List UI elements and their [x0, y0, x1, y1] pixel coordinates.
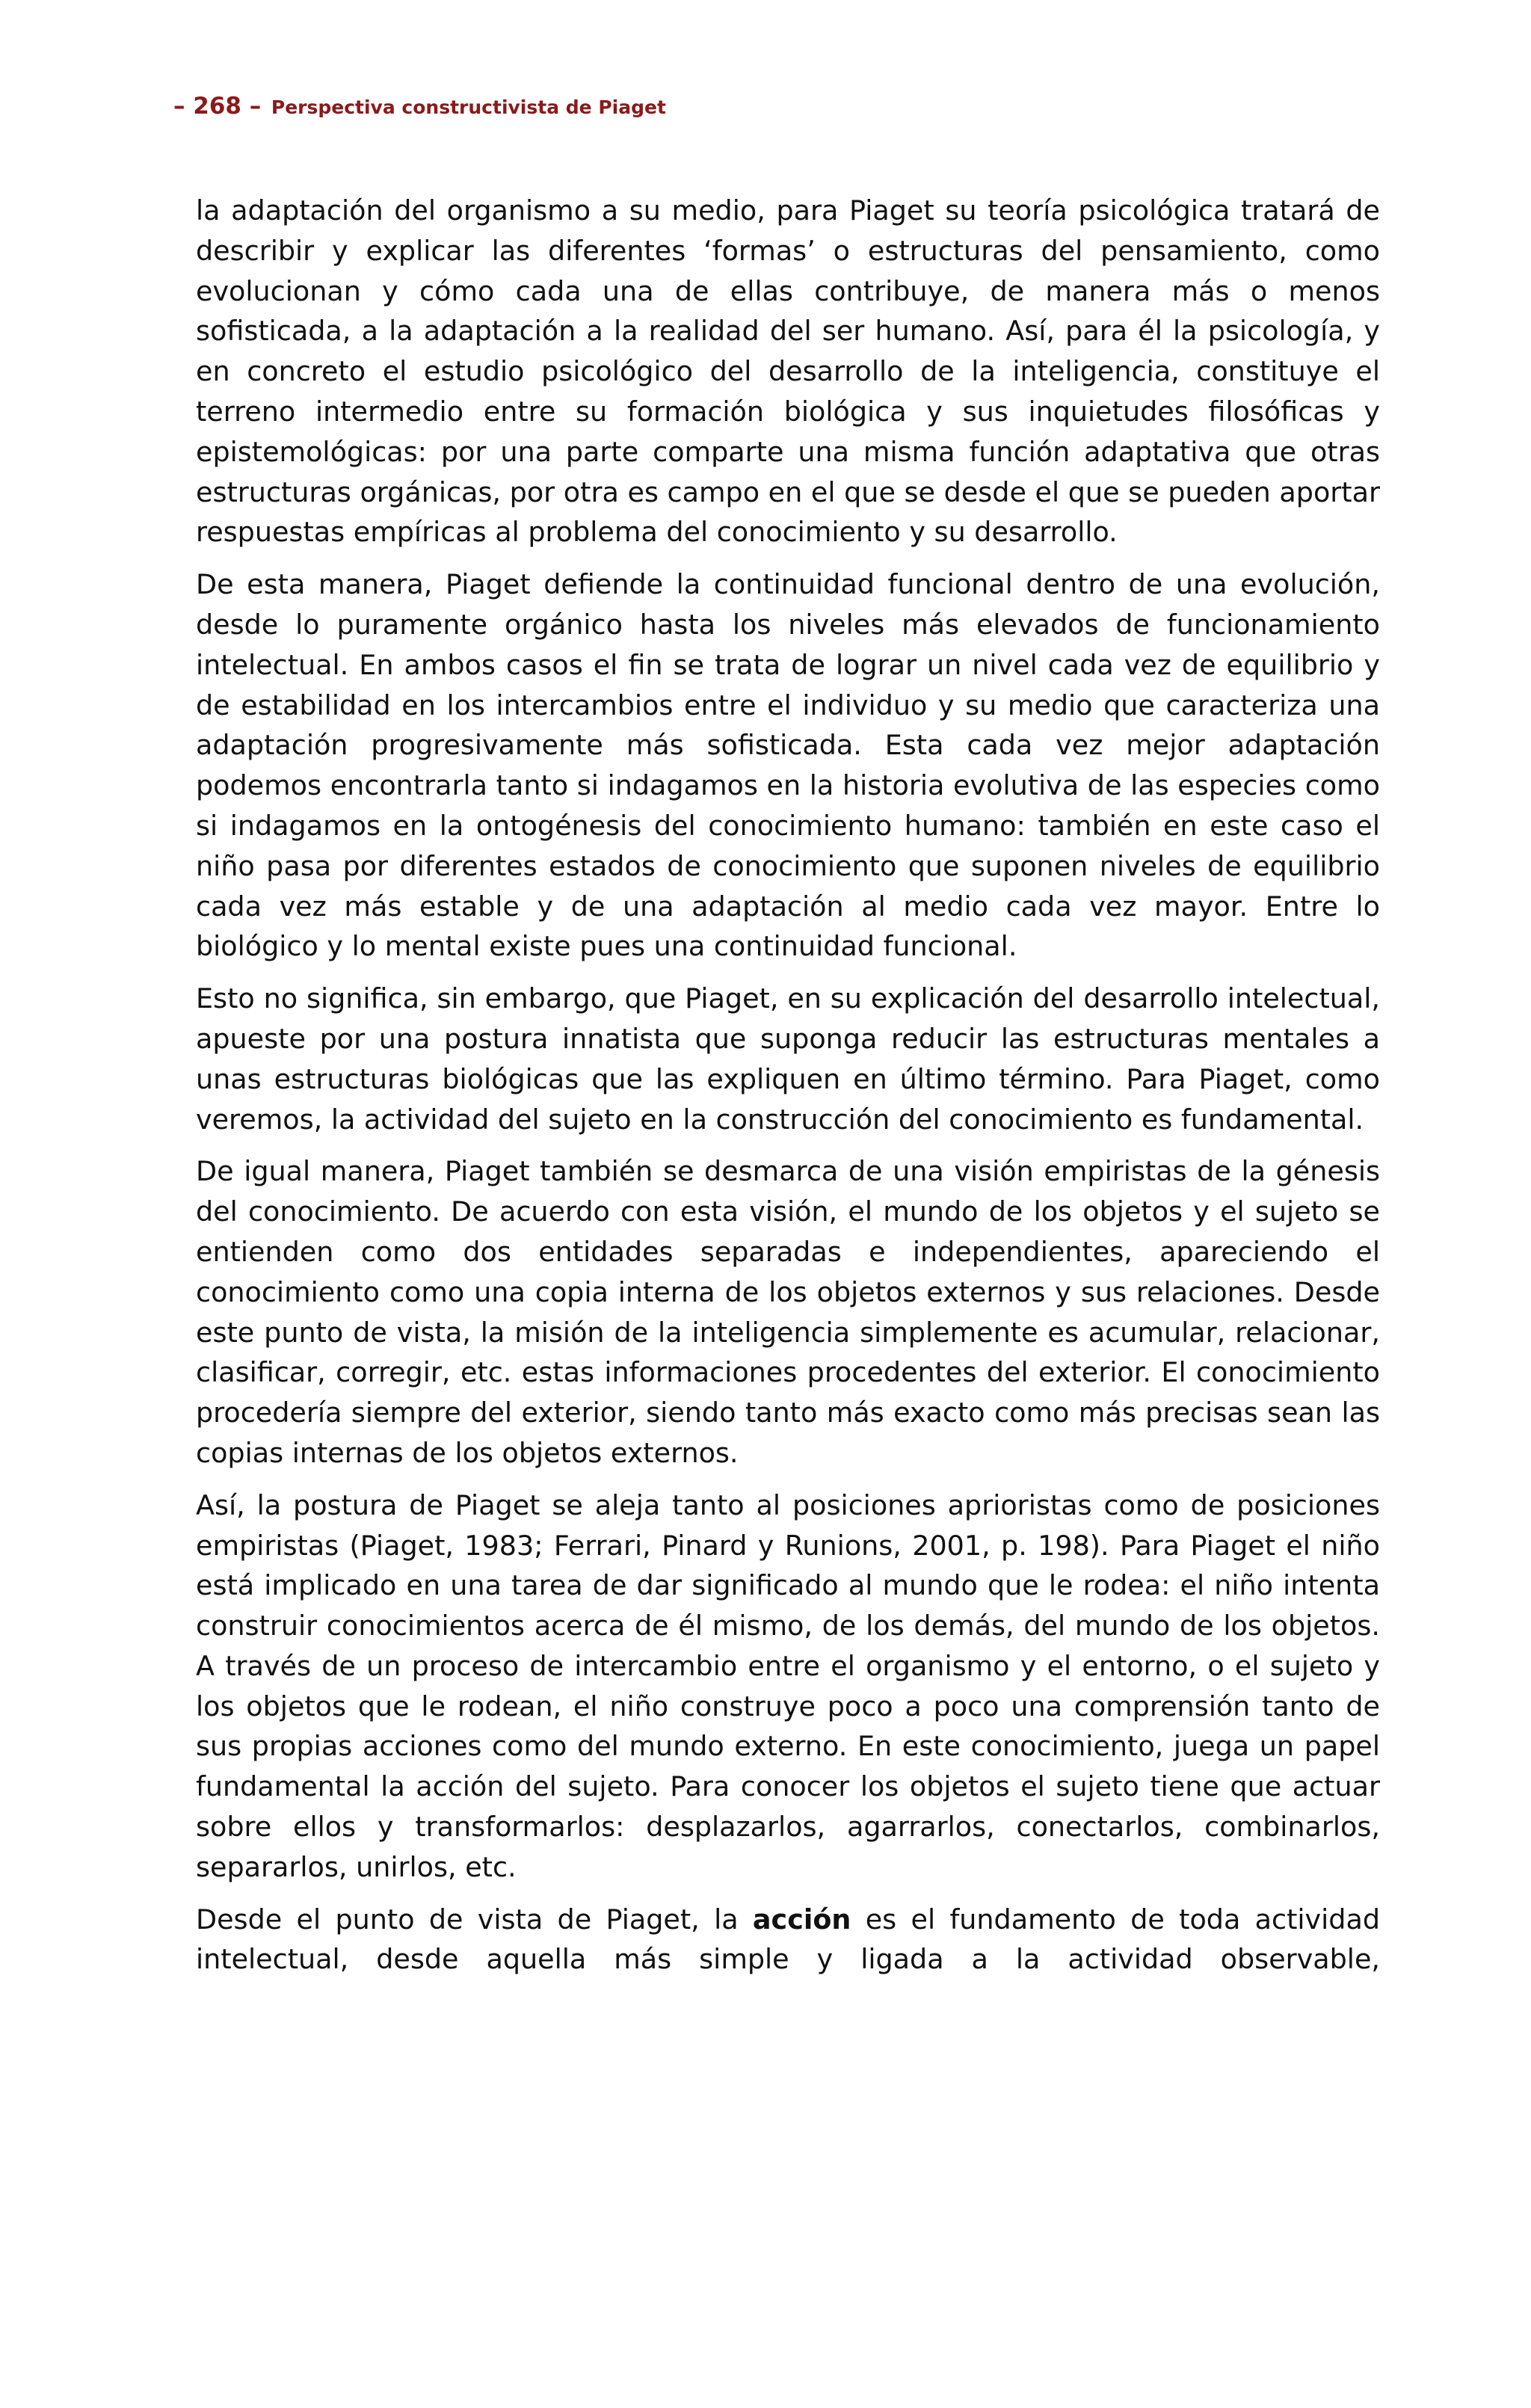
paragraph-3: Esto no significa, sin embargo, que Piaget, en su explicación del desarrollo intelectual, apueste por una postura innatista que suponga reducir las estructuras mentales a unas estructuras biológicas que las expliquen en último término. Para Piaget, como veremos, la actividad del sujeto en la construcción del conocimiento es fundamental. — [196, 982, 1380, 1136]
paragraph-1: la adaptación del organismo a su medio, para Piaget su teoría psicológica tratará de describir y explicar las diferentes ‘formas’ o estructuras del pensamiento, como evolucionan y cómo cada una de ellas contribuye, de manera más o menos sofisticada, a la adaptación a la realidad del ser humano. Así, para él la psicología, y en concreto el estudio psicológico del desarrollo de la inteligencia, constituye el terreno intermedio entre su formación biológica y sus inquietudes filosóficas y epistemológicas: por una parte comparte una misma función adaptativa que otras estructuras orgánicas, por otra es campo en el que se desde el que se pueden aportar respuestas empíricas al problema del conocimiento y su desarrollo. — [196, 194, 1380, 549]
running-header — [173, 93, 666, 120]
paragraph-2: De esta manera, Piaget defiende la continuidad funcional dentro de una evolución, desde lo puramente orgánico hasta los niveles más elevados de funcionamiento intelectual. En ambos casos el fin se trata de lograr un nivel cada vez de equilibrio y de estabilidad en los intercambios entre el individuo y su medio que caracteriza una adaptación progresivamente más sofisticada. Esta cada vez mejor adaptación podemos encontrarla tanto si indagamos en la historia evolutiva de las especies como si indagamos en la ontogénesis del conocimiento humano: también en este caso el niño pasa por diferentes estados de conocimiento que suponen niveles de equilibrio cada vez más estable y de una adaptación al medio cada vez mayor. Entre lo biológico y lo mental existe pues una continuidad funcional. — [196, 568, 1380, 963]
body-text — [196, 191, 1380, 1992]
page-number: – 268 – — [173, 93, 262, 120]
paragraph-6-start: Desde el punto de vista de Piaget, la — [196, 1903, 753, 1936]
paragraph-4: De igual manera, Piaget también se desmarca de una visión empiristas de la génesis del conocimiento. De acuerdo con esta visión, el mundo de los objetos y el sujeto se entienden como dos entidades separadas e independientes, apareciendo el conocimiento como una copia interna de los objetos externos y sus relaciones. Desde este punto de vista, la misión de la inteligencia simplemente es acumular, relacionar, clasificar, corregir, etc. estas informaciones procedentes del exterior. El conocimiento procedería siempre del exterior, siendo tanto más exacto como más precisas sean las copias internas de los objetos externos. — [196, 1155, 1380, 1469]
bold-term-accion: acción — [752, 1903, 851, 1936]
paragraph-6 — [196, 1900, 1380, 1980]
paragraph-6-end: es el fundamento de toda actividad intelectual, desde aquella más simple y ligada a la actividad observable, — [196, 1903, 1380, 1976]
paragraph-5: Así, la postura de Piaget se aleja tanto al posiciones aprioristas como de posiciones empiristas (Piaget, 1983; Ferrari, Pinard y Runions, 2001, p. 198). Para Piaget el niño está implicado en una tarea de dar significado al mundo que le rodea: el niño intenta construir conocimientos acerca de él mismo, de los demás, del mundo de los objetos. A través de un proceso de intercambio entre el organismo y el entorno, o el sujeto y los objetos que le rodean, el niño construye poco a poco una comprensión tanto de sus propias acciones como del mundo externo. En este conocimiento, juega un papel fundamental la acción del sujeto. Para conocer los objetos el sujeto tiene que actuar sobre ellos y transformarlos: desplazarlos, agarrarlos, conectarlos, combinarlos, separarlos, unirlos, etc. — [196, 1488, 1380, 1883]
section-title: Perspectiva constructivista de Piaget — [271, 96, 666, 118]
